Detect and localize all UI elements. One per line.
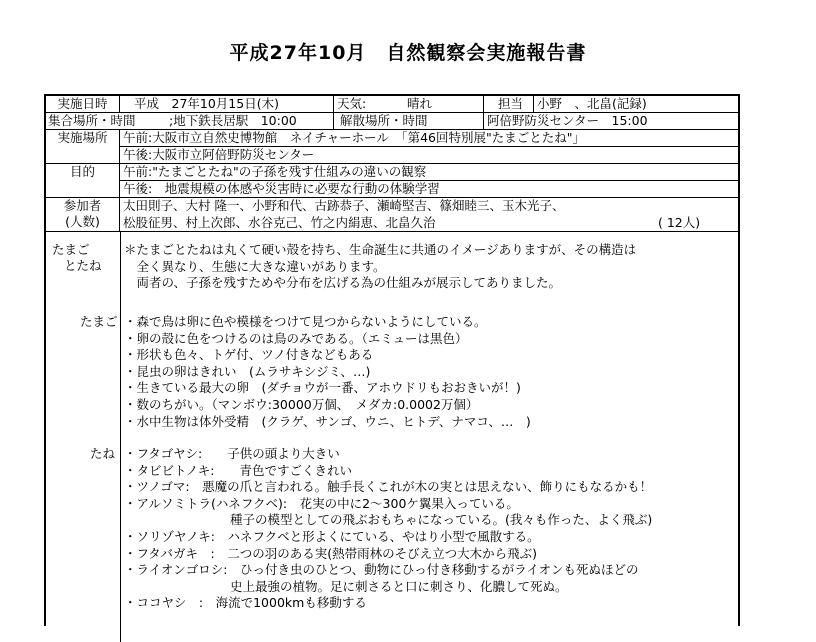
intro-text [124, 242, 636, 292]
list-item: ・卵の殻に色をつけるのは鳥のみである。（エミューは黒色） [124, 330, 468, 346]
date-value: 平成 27年10月15日(木) [134, 96, 279, 111]
date-row [46, 96, 738, 113]
dismiss-value: 阿倍野防災センター 15:00 [483, 113, 738, 129]
list-item: ・フタゴヤシ: 子供の頭より大きい [124, 446, 340, 461]
list-item: ・昆虫の卵はきれい (ムラサキシジミ、…) [124, 363, 371, 379]
weather-value: 晴れ [407, 96, 433, 111]
list-item: ・ライオンゴロシ: ひっ付き虫のひとつ、動物にひっ付き移動するがライオンも死ぬほどの [124, 562, 639, 578]
intro-line: ＊たまごとたねは丸くて硬い殻を持ち、生命誕生に共通のイメージありますが、その構造は [124, 242, 637, 257]
meet-label: 集合場所・時間 [48, 113, 136, 128]
participants-line2: 松股征男、村上次郎、水谷克己、竹之内絹恵、北畠久治 [123, 215, 436, 230]
purpose-pm: 午後: 地震規模の体感や災害時に必要な行動の体験学習 [123, 181, 440, 196]
participants-row [46, 198, 738, 232]
dismiss-label: 解散場所・時間 [333, 113, 483, 129]
participants-label-1: 参加者 [63, 198, 102, 213]
place-row [46, 130, 738, 164]
purpose-am: 午前:"たまごとたね"の子孫を残す仕組みの違いの観察 [123, 164, 427, 179]
intro-line: 両者の、子孫を残すためや分布を広げる為の仕組みが展示してありました。 [124, 275, 562, 291]
participants-label-2: (人数) [65, 214, 100, 229]
list-item: ・森で鳥は卵に色や模様をつけて見つからないようにしている。 [124, 314, 487, 329]
meet-row [46, 113, 738, 130]
page-title: 平成27年10月 自然観察会実施報告書 [229, 42, 587, 64]
list-item: 史上最強の植物。足に刺さると口に刺さり、化膿して死ぬ。 [230, 578, 568, 594]
intro-line: 全く異なり、生態に大きな違いがあります。 [124, 258, 386, 274]
participants-count: ( 12人) [658, 215, 701, 230]
tamago-list [124, 314, 531, 430]
date-label: 実施日時 [46, 96, 120, 112]
tamago-label: たまご [80, 314, 118, 329]
participants-label [46, 198, 120, 231]
purpose-label: 目的 [46, 164, 120, 197]
header-table [46, 96, 738, 232]
staff-value: 小野 、北畠(記録) [533, 96, 738, 112]
place-am: 午前:大阪市立自然史博物館 ネイチャーホール 「第46回特別展"たまごとたね"」 [123, 130, 585, 145]
body-divider [120, 232, 121, 642]
tane-list [124, 446, 652, 612]
tamagotane-label [52, 242, 102, 274]
list-item: 種子の模型としての飛ぶおもちゃになっている。(我々も作った、よく飛ぶ) [230, 512, 653, 528]
list-item: ・生きている最大の卵 (ダチョウが一番、アホウドリもおおきいが！) [124, 380, 521, 396]
meet-value: ;地下鉄長居駅 10:00 [169, 113, 297, 128]
weather-cell [333, 96, 483, 112]
tamagotane-label-2: とたね [64, 258, 102, 273]
list-item: ・水中生物は体外受精 (クラゲ、サンゴ、ウニ、ヒトデ、ナマコ、… ) [124, 413, 531, 429]
list-item: ・フタバガキ : 二つの羽のある実(熱帯雨林のそびえ立つ大木から飛ぶ) [124, 545, 537, 561]
participants-line1: 太田則子、大村 隆一、小野和代、古跡恭子、瀬崎堅吉、篠畑睦三、玉木光子、 [123, 198, 565, 213]
list-item: ・ソリゾヤノキ: ハネフクベと形よくにている、やはり小型で風散する。 [124, 528, 540, 544]
tane-label: たね [90, 446, 116, 461]
list-item: ・ココヤシ : 海流で1000kmも移動する [124, 595, 367, 611]
list-item: ・タビビトノキ: 青色ですごくきれい [124, 462, 352, 478]
place-label: 実施場所 [46, 130, 120, 163]
report-frame [44, 94, 740, 626]
purpose-row [46, 164, 738, 198]
staff-label: 担当 [483, 96, 533, 112]
list-item: ・アルソミトラ(ハネフクベ): 花実の中に2～300ケ翼果入っている。 [124, 495, 519, 511]
tamagotane-label-1: たまご [52, 242, 90, 257]
list-item: ・形状も色々、トゲ付、ツノ付きなどもある [124, 347, 374, 363]
list-item: ・数のちがい。（マンボウ:30000万個、 メダカ:0.0002万個） [124, 396, 479, 412]
weather-label: 天気: [337, 96, 367, 111]
place-pm: 午後:大阪市立阿倍野防災センター [123, 147, 315, 162]
list-item: ・ツノゴマ: 悪魔の爪と言われる。触手長くこれが木の実とは思えない、飾りにもなるかも！ [124, 479, 653, 495]
